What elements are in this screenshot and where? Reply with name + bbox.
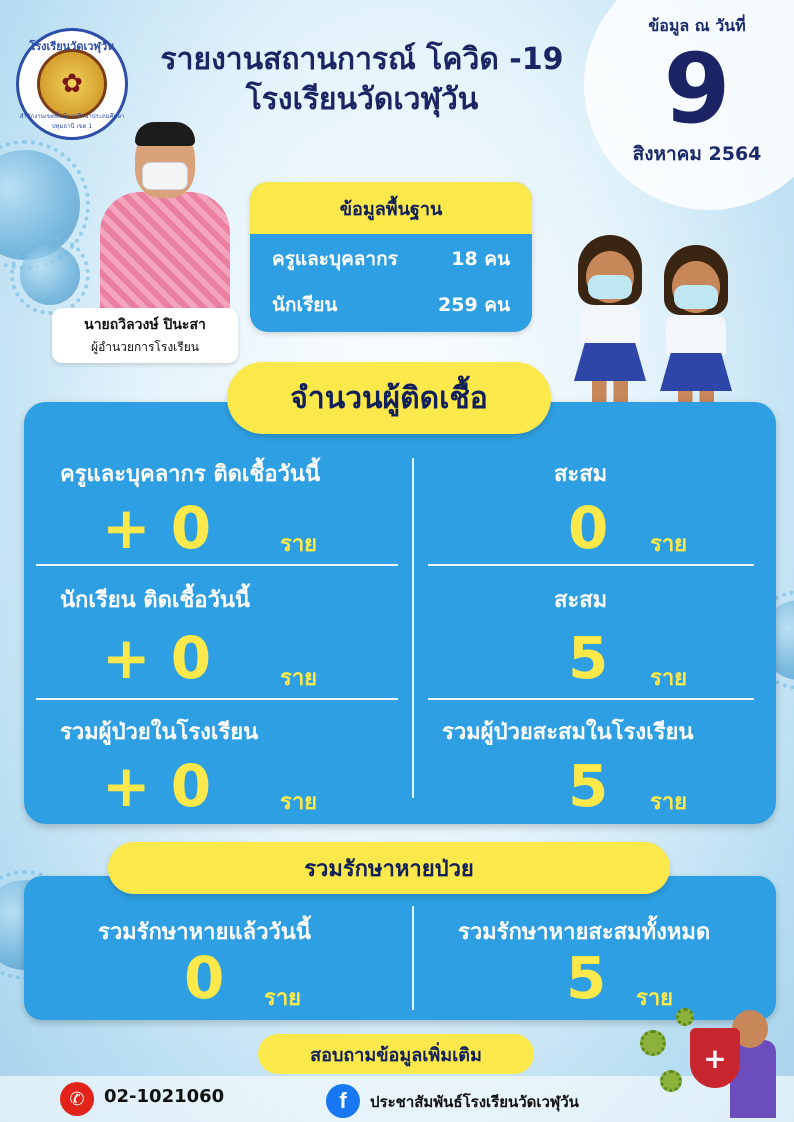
unit-label: ราย xyxy=(636,986,674,1011)
infection-panel xyxy=(24,402,776,824)
staff-total-value: 0 xyxy=(568,494,609,562)
germ-decoration xyxy=(660,1070,682,1092)
basic-info-row xyxy=(250,282,532,328)
school-today-value: + 0 xyxy=(102,752,212,820)
unit-label: ราย xyxy=(650,790,688,815)
germ-decoration xyxy=(640,1030,666,1056)
basic-info-card xyxy=(250,182,532,332)
page-title xyxy=(142,40,582,120)
school-total-label: รวมผู้ป่วยสะสมในโรงเรียน xyxy=(442,720,694,745)
students-total-cell xyxy=(554,582,607,617)
date-month-year: สิงหาคม 2564 xyxy=(632,143,762,165)
students-total-value: 5 xyxy=(568,624,609,692)
title-line-2: โรงเรียนวัดเวฬุวัน xyxy=(245,82,479,117)
school-today-cell xyxy=(60,714,258,749)
students-today-cell xyxy=(60,582,250,617)
emblem-icon: ✿ xyxy=(37,49,107,119)
logo-top-text: โรงเรียนวัดเวฬุวัน xyxy=(29,40,115,53)
students-total-label: สะสม xyxy=(554,588,608,613)
students-today-value: + 0 xyxy=(102,624,212,692)
director-photo xyxy=(100,120,230,310)
hero-illustration xyxy=(690,1000,786,1118)
basic-info-title: ข้อมูลพื้นฐาน xyxy=(250,182,532,234)
recovery-title: รวมรักษาหายป่วย xyxy=(108,842,670,894)
unit-label: ราย xyxy=(280,666,318,691)
divider xyxy=(412,906,414,1010)
recovered-total-label: รวมรักษาหายสะสมทั้งหมด xyxy=(458,920,711,945)
staff-today-label: ครูและบุคลากร ติดเชื้อวันนี้ xyxy=(60,462,320,487)
school-total-value: 5 xyxy=(568,752,609,820)
recovered-total-value: 5 xyxy=(566,944,607,1012)
divider xyxy=(412,458,414,798)
basic-info-value: 18 คน xyxy=(451,248,510,270)
school-today-label: รวมผู้ป่วยในโรงเรียน xyxy=(60,720,259,745)
virus-decoration xyxy=(20,245,80,305)
divider xyxy=(428,564,754,566)
shield-icon: + xyxy=(690,1028,740,1088)
infection-title: จำนวนผู้ติดเชื้อ xyxy=(227,362,551,434)
staff-today-cell xyxy=(60,456,320,491)
unit-label: ราย xyxy=(264,986,302,1011)
unit-label: ราย xyxy=(650,532,688,557)
divider xyxy=(428,698,754,700)
divider xyxy=(36,698,398,700)
recovered-today-value: 0 xyxy=(184,944,225,1012)
title-line-1: รายงานสถานการณ์ โควิด -19 xyxy=(160,42,564,77)
director-name: นายถวิลวงษ์ ปินะสา xyxy=(84,317,206,333)
phone-number[interactable]: 02-1021060 xyxy=(104,1086,225,1107)
students-illustration xyxy=(560,225,760,415)
staff-total-cell xyxy=(554,456,607,491)
basic-info-row xyxy=(250,236,532,282)
basic-info-label: ครูและบุคลากร xyxy=(272,248,398,270)
unit-label: ราย xyxy=(280,790,318,815)
unit-label: ราย xyxy=(280,532,318,557)
facebook-icon[interactable]: f xyxy=(326,1084,360,1118)
school-total-cell xyxy=(442,714,693,749)
contact-title: สอบถามข้อมูลเพิ่มเติม xyxy=(258,1034,534,1074)
unit-label: ราย xyxy=(650,666,688,691)
date-label: ข้อมูล ณ วันที่ xyxy=(648,16,746,35)
report-date xyxy=(622,14,772,169)
date-day: 9 xyxy=(663,33,731,145)
recovery-panel xyxy=(24,876,776,1020)
director-name-card xyxy=(52,308,238,363)
director-position: ผู้อำนวยการโรงเรียน xyxy=(91,340,199,354)
recovered-today-label: รวมรักษาหายแล้ววันนี้ xyxy=(98,920,311,945)
divider xyxy=(36,564,398,566)
basic-info-label: นักเรียน xyxy=(272,294,338,316)
logo-bottom-text: สำนักงานเขตพื้นที่การศึกษาประถมศึกษาปทุมธานี เขต 1 xyxy=(19,113,125,130)
phone-icon[interactable]: ✆ xyxy=(60,1082,94,1116)
students-today-label: นักเรียน ติดเชื้อวันนี้ xyxy=(60,588,250,613)
facebook-page-link[interactable]: ประชาสัมพันธ์โรงเรียนวัดเวฬุวัน xyxy=(370,1093,579,1111)
basic-info-value: 259 คน xyxy=(438,294,510,316)
staff-total-label: สะสม xyxy=(554,462,608,487)
staff-today-value: + 0 xyxy=(102,494,212,562)
